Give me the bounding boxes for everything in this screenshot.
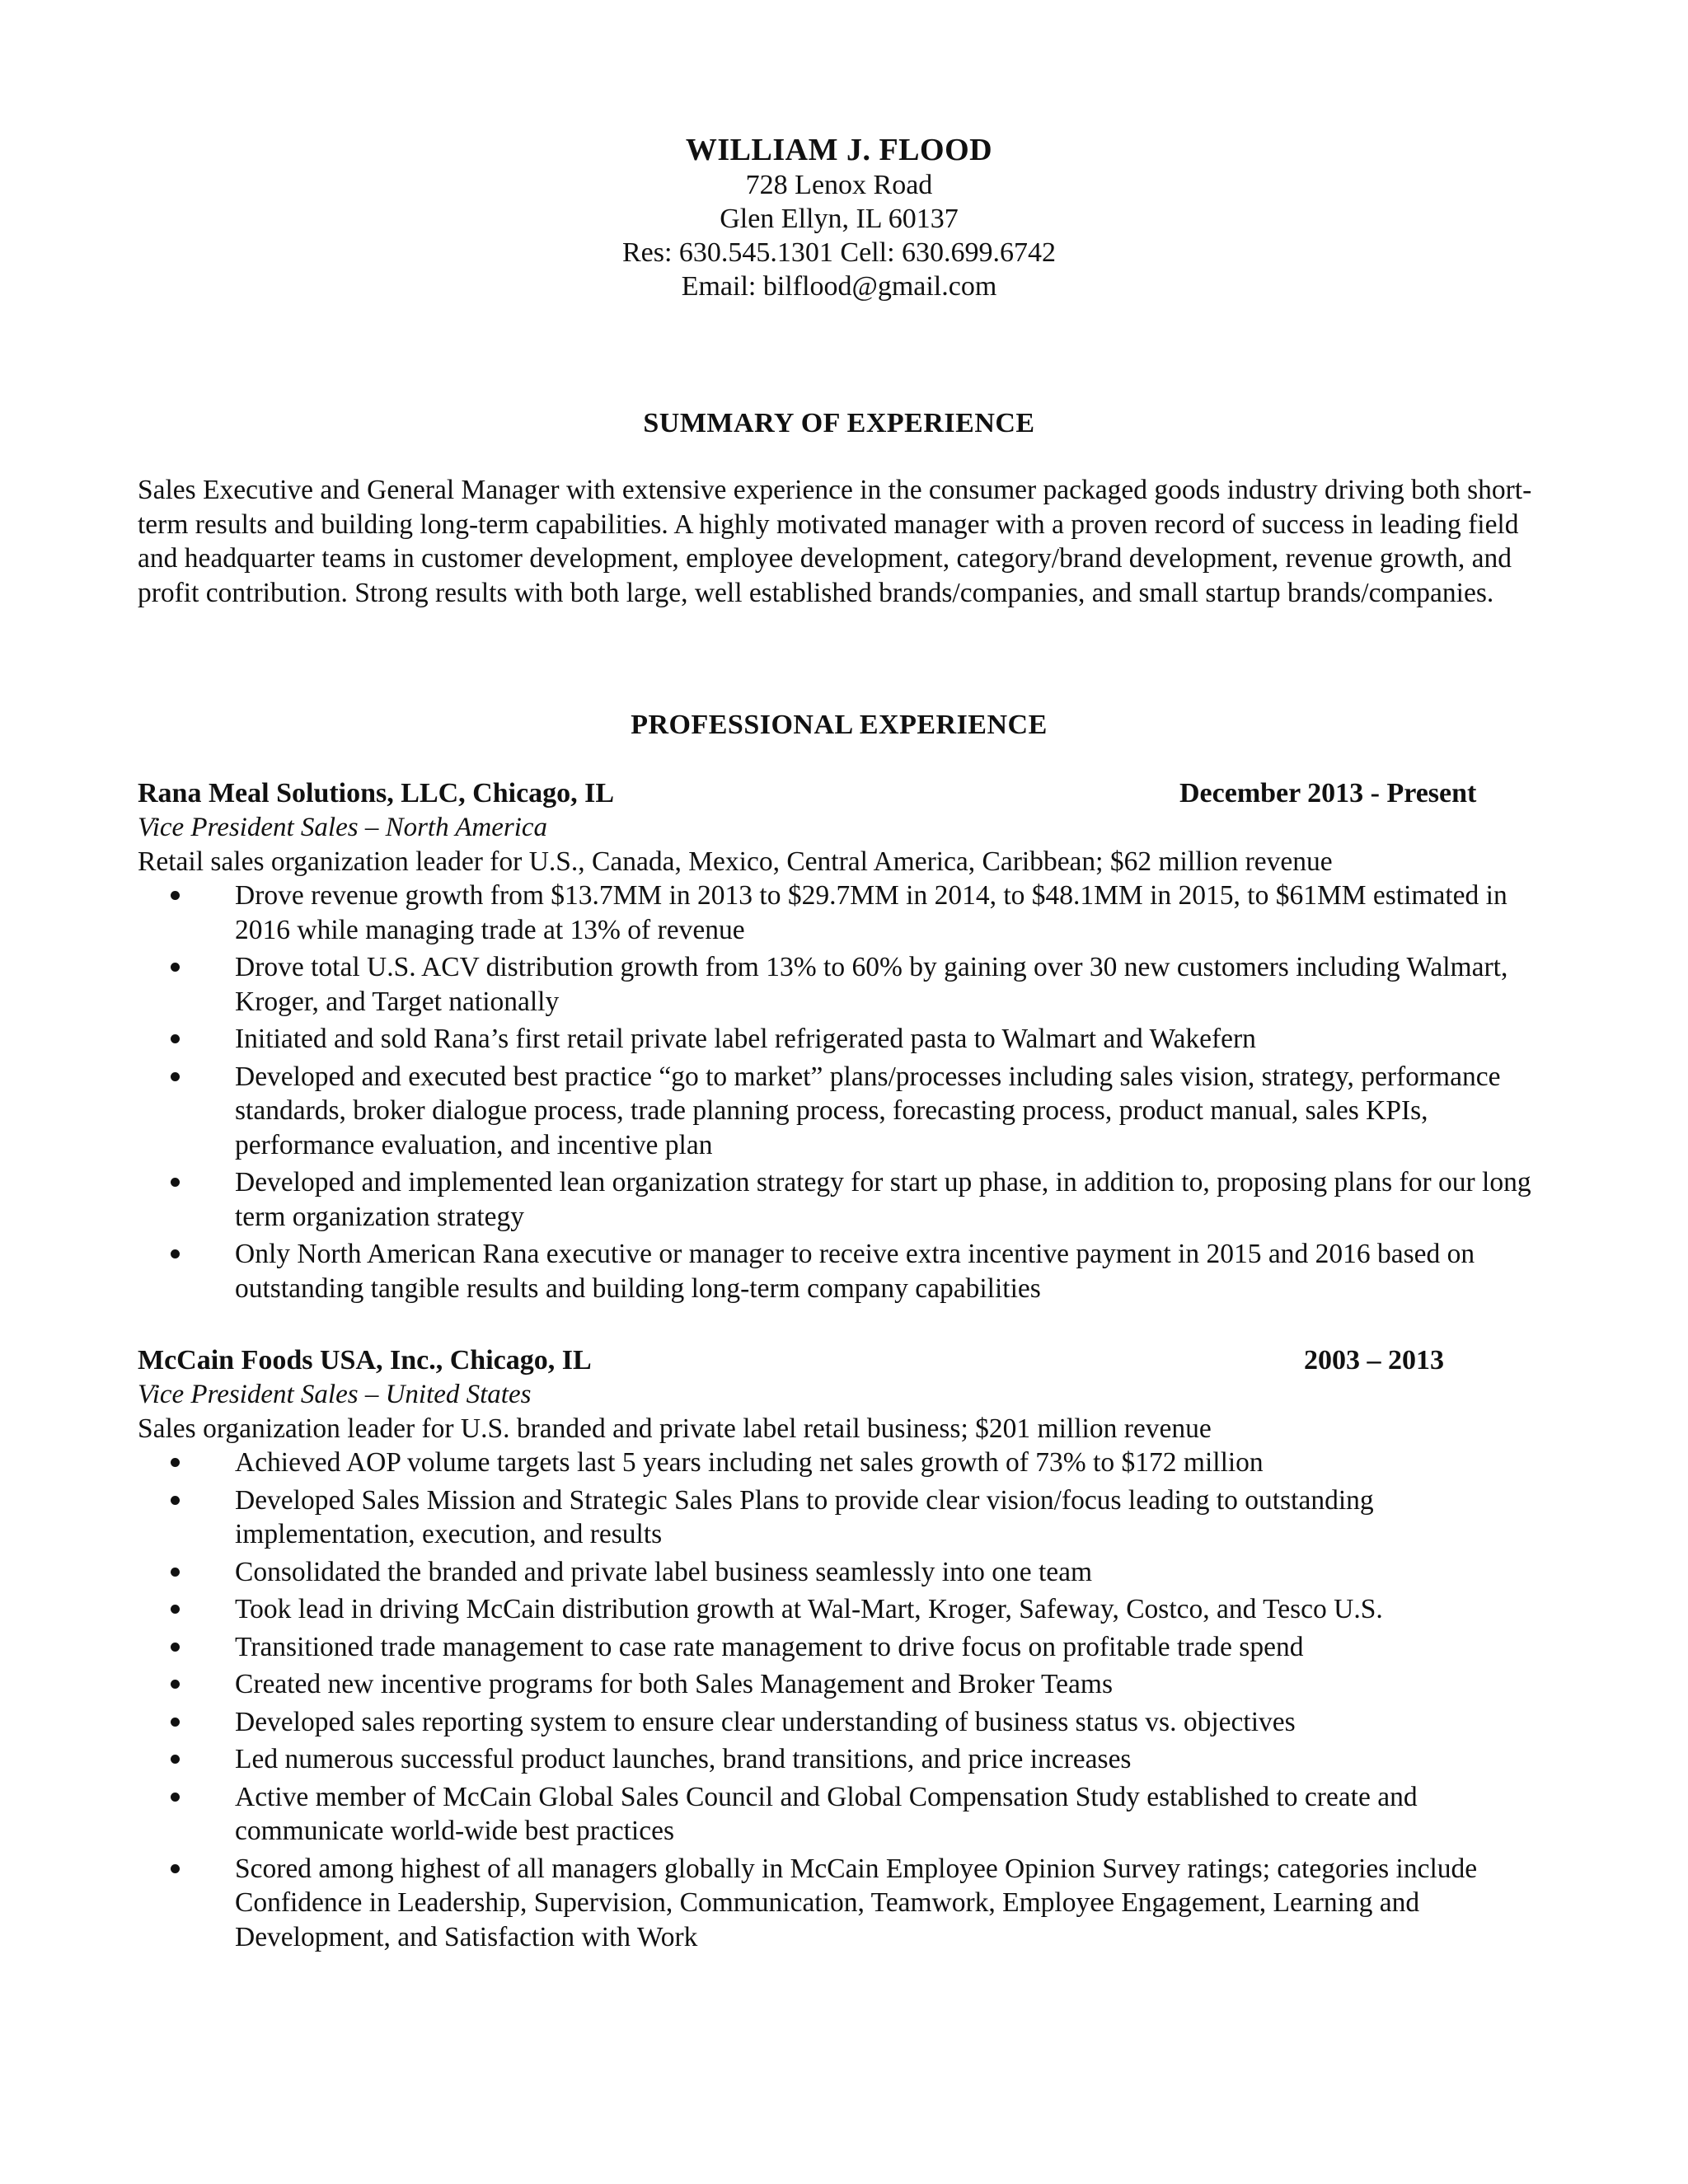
job-company: Rana Meal Solutions, LLC, Chicago, IL — [138, 778, 615, 808]
phone-numbers: Res: 630.545.1301 Cell: 630.699.6742 — [621, 237, 1057, 268]
list-item: Created new incentive programs for both Sales Management and Broker Teams — [235, 1667, 1539, 1702]
summary-heading: SUMMARY OF EXPERIENCE — [643, 408, 1035, 438]
job-scope: Sales organization leader for U.S. branded and private label retail business; $201 million revenue — [138, 1413, 1212, 1444]
job-scope: Retail sales organization leader for U.S., Canada, Mexico, Central America, Caribbean; $62 million revenue — [138, 846, 1333, 877]
job-dates: December 2013 - Present — [1179, 778, 1477, 808]
job-title: Vice President Sales – United States — [138, 1380, 532, 1409]
list-item: Developed sales reporting system to ensure clear understanding of business status vs. objectives — [235, 1705, 1539, 1740]
job-dates: 2003 – 2013 — [1304, 1345, 1444, 1376]
job-entry-rana — [138, 776, 1539, 1309]
job-header — [138, 776, 1539, 811]
address-street: 728 Lenox Road — [745, 170, 933, 200]
list-item: Initiated and sold Rana’s first retail private label refrigerated pasta to Walmart and Wakefern — [235, 1022, 1539, 1057]
list-item: Developed and executed best practice “go to market” plans/processes including sales vision, strategy, performance standards, broker dialogue process, trade planning process, forecasting process, product manual, sales KPIs, performance evaluation, and incentive plan — [235, 1060, 1539, 1163]
address-city: Glen Ellyn, IL 60137 — [720, 204, 959, 234]
candidate-name: WILLIAM J. FLOOD — [685, 133, 993, 167]
job-bullet-list — [138, 1446, 1539, 1954]
contact-header — [0, 132, 1678, 303]
list-item: Developed Sales Mission and Strategic Sales Plans to provide clear vision/focus leading to outstanding implementation, execution, and results — [235, 1483, 1539, 1552]
list-item: Developed and implemented lean organization strategy for start up phase, in addition to, proposing plans for our long term organization strategy — [235, 1165, 1539, 1234]
experience-heading: PROFESSIONAL EXPERIENCE — [631, 710, 1048, 740]
job-company: McCain Foods USA, Inc., Chicago, IL — [138, 1345, 592, 1376]
list-item: Took lead in driving McCain distribution growth at Wal-Mart, Kroger, Safeway, Costco, and Tesco U.S. — [235, 1592, 1539, 1627]
job-title: Vice President Sales – North America — [138, 813, 548, 842]
job-bullet-list — [138, 879, 1539, 1305]
list-item: Led numerous successful product launches, brand transitions, and price increases — [235, 1742, 1539, 1777]
job-entry-mccain — [138, 1343, 1539, 1957]
list-item: Achieved AOP volume targets last 5 years including net sales growth of 73% to $172 million — [235, 1446, 1539, 1480]
list-item: Active member of McCain Global Sales Council and Global Compensation Study established to create and communicate world-wide best practices — [235, 1780, 1539, 1849]
list-item: Scored among highest of all managers globally in McCain Employee Opinion Survey ratings; categories include Confidence in Leadership, Supervision, Communication, Teamwork, Employee Engagement, Learning and Development, and Satisfaction with Work — [235, 1852, 1539, 1955]
list-item: Consolidated the branded and private label business seamlessly into one team — [235, 1555, 1539, 1590]
list-item: Transitioned trade management to case rate management to drive focus on profitable trade spend — [235, 1630, 1539, 1665]
list-item: Drove total U.S. ACV distribution growth from 13% to 60% by gaining over 30 new customers including Walmart, Kroger, and Target nationally — [235, 950, 1539, 1019]
list-item: Only North American Rana executive or manager to receive extra incentive payment in 2015 and 2016 based on outstanding tangible results and building long-term company capabilities — [235, 1237, 1539, 1305]
job-header — [138, 1343, 1539, 1378]
email-address: Email: bilflood@gmail.com — [681, 271, 997, 302]
list-item: Drove revenue growth from $13.7MM in 2013 to $29.7MM in 2014, to $48.1MM in 2015, to $61MM estimated in 2016 while managing trade at 13% of revenue — [235, 879, 1539, 947]
summary-text: Sales Executive and General Manager with extensive experience in the consumer packaged goods industry driving both short-term results and building long-term capabilities. A highly motivated manager with a proven record of success in leading field and headquarter teams in customer development, employee development, category/brand development, revenue growth, and profit contribution. Strong results with both large, well established brands/companies, and small startup brands/companies. — [138, 475, 1532, 608]
